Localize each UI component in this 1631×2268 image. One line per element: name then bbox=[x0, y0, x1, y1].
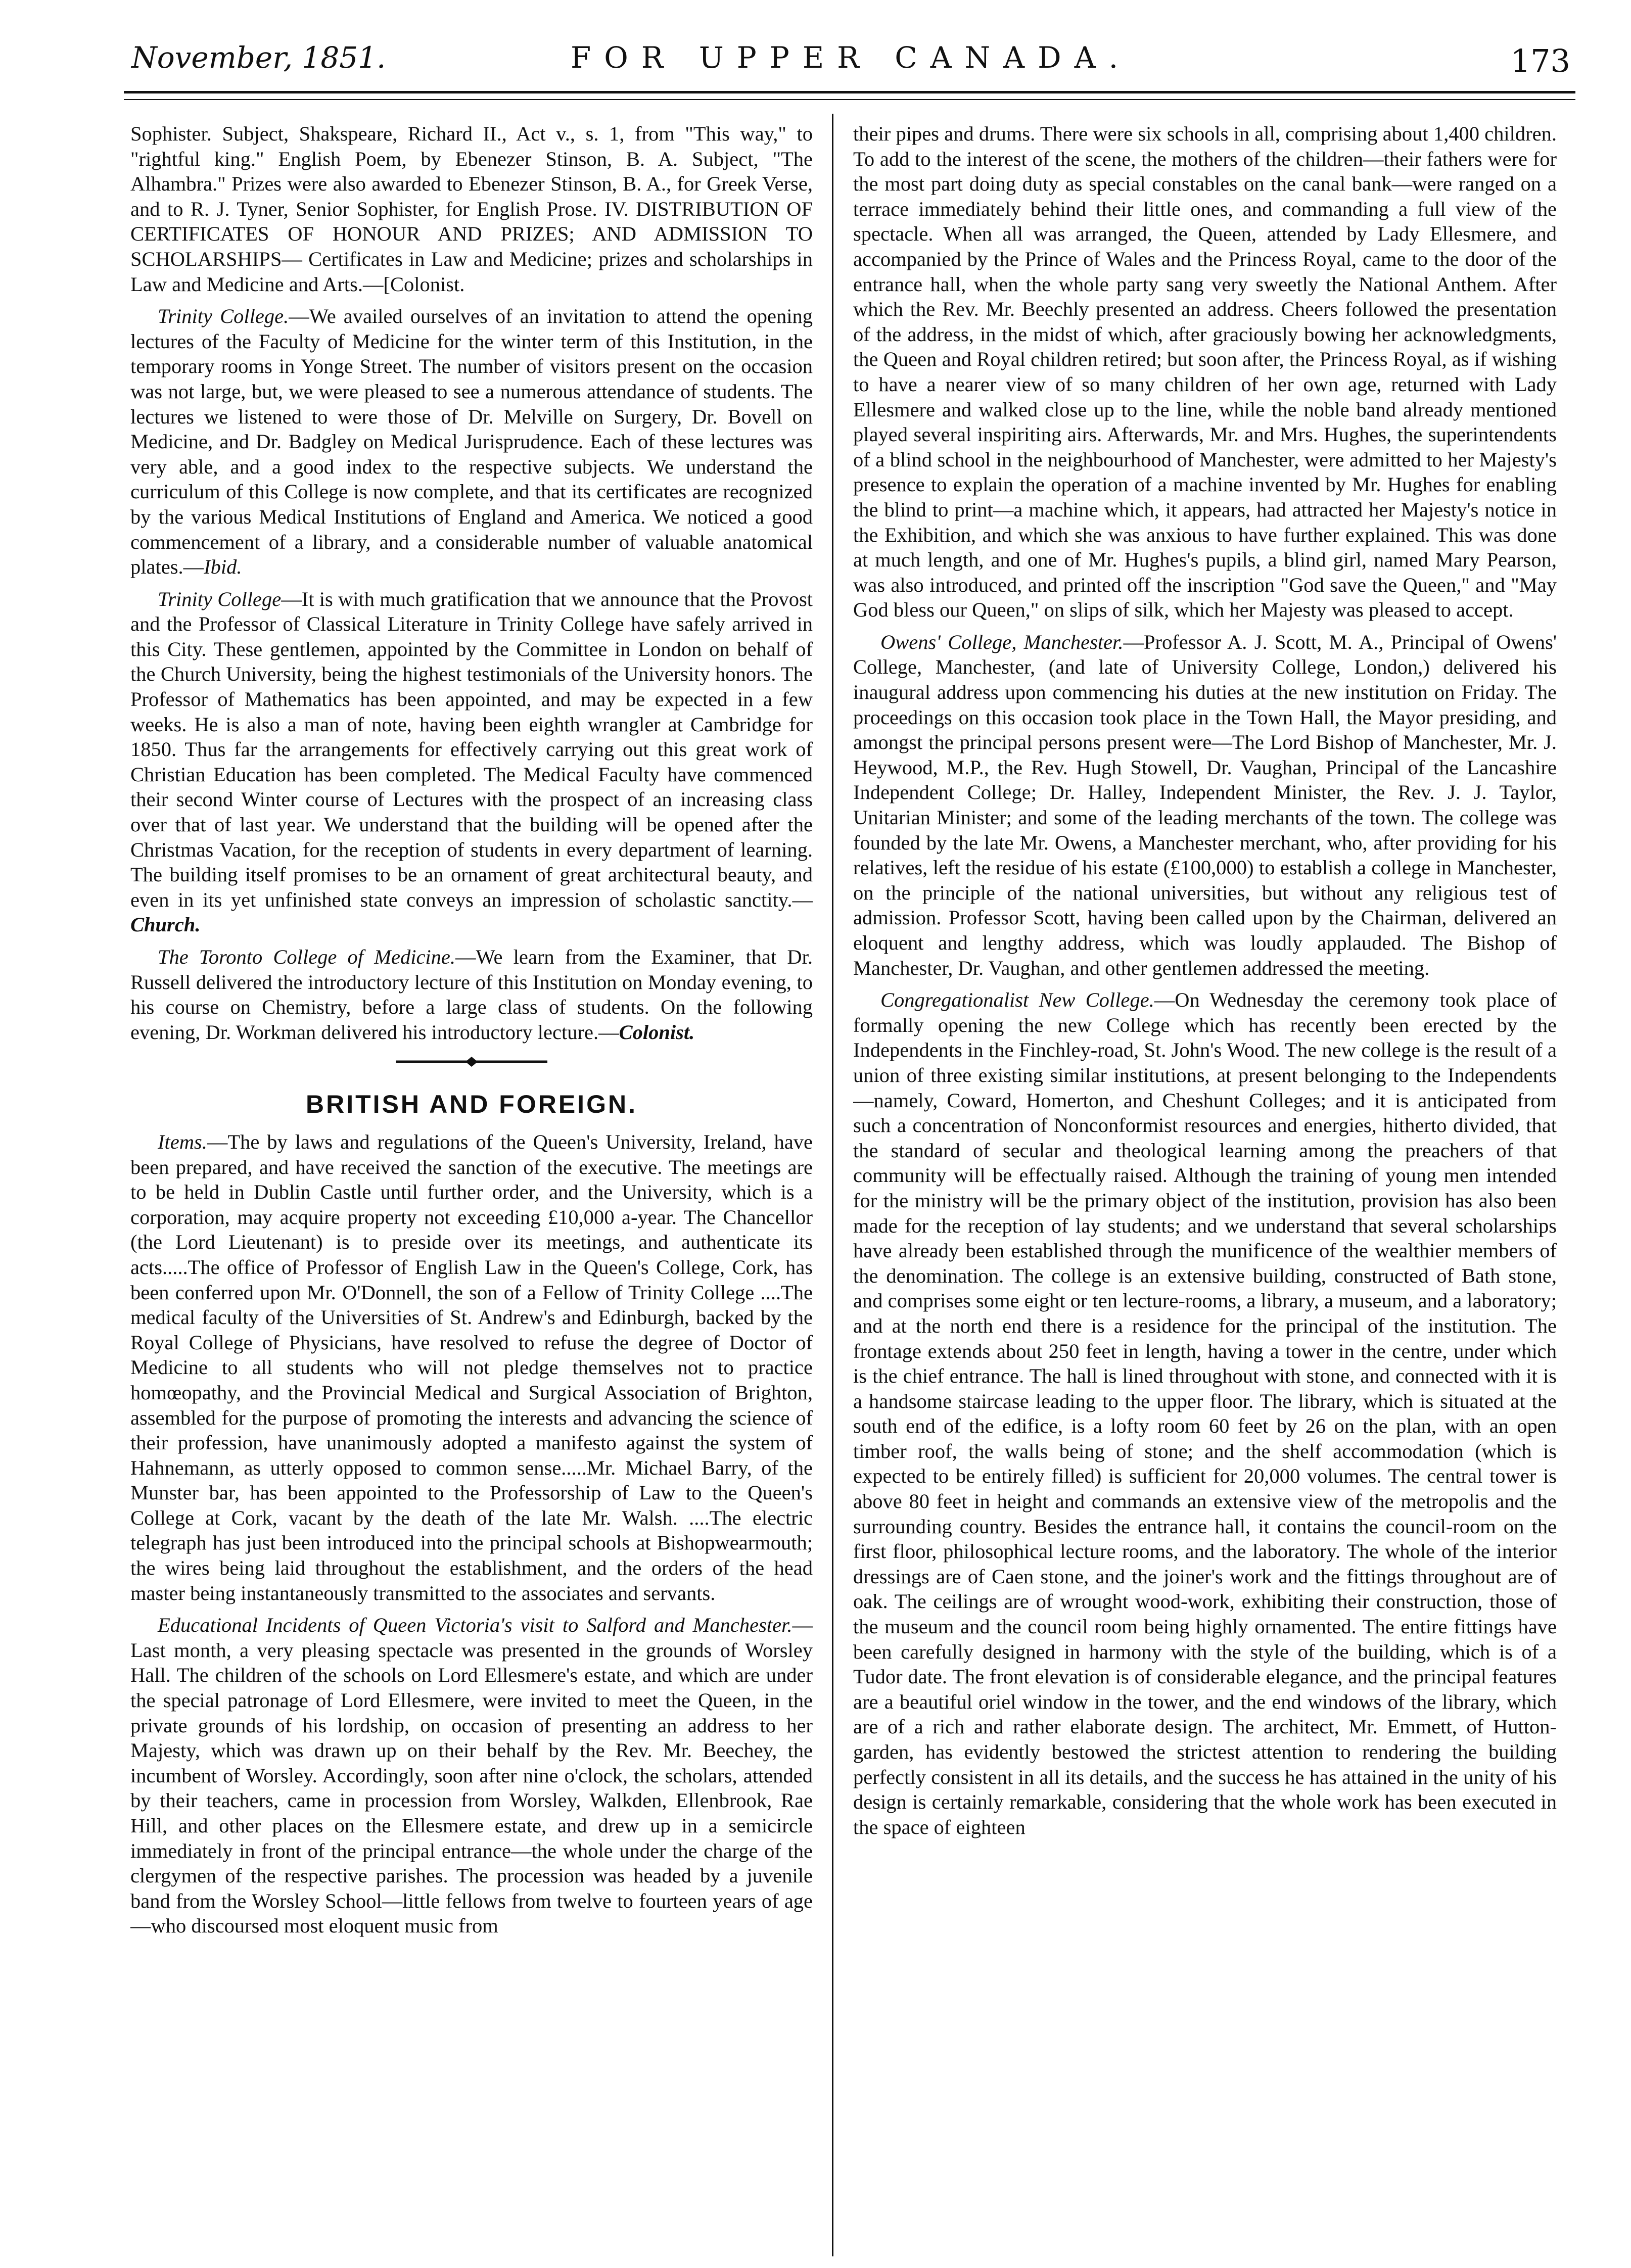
article-congregationalist-college: Congregationalist New College.—On Wednesday the ceremony took place of formally opening the new College which has recently been erected by the Independents in the Finchley-road, St. John's Wood. The new college is the result of a union of three existing similar institutions, at present belonging to the Independents—namely, Coward, Homerton, and Cheshunt Colleges; and it is anticipated from such a concentration of Nonconformist resources and energies, hitherto divided, that the standard of secular and theological learning among the preachers of that community will be effectually raised. Although the training of young men intended for the ministry will be the primary object of the institution, provision has also been made for the reception of lay students; and we understand that several scholarships have already been established through the munificence of the wealthier members of the denomination. The college is an extensive building, constructed of Bath stone, and comprises some eight or ten lecture-rooms, a library, a museum, and a laboratory; and at the north end there is a residence for the principal of the institution. The frontage extends about 250 feet in length, having a tower in the centre, under which is the chief entrance. The hall is lined throughout with stone, and connected with it is a handsome staircase leading to the upper floor. The library, which is situated at the south end of the edifice, is a lofty room 60 feet by 26 on the plan, with an open timber roof, the walls being of stone; and the shelf accommodation (which is expected to be entirely filled) is sufficient for 20,000 volumes. The central tower is above 80 feet in height and commands an extensive view of the metropolis and the surrounding country. Besides the entrance hall, it contains the council-room on the first floor, philosophical lecture rooms, and the laboratory. The whole of the interior dressings are of Caen stone, and the joiner's work and the fittings throughout are of oak. The ceilings are of wrought wood-work, exhibiting their construction, those of the museum and the council room being highly ornamented. The entire fittings have been carefully designed in harmony with the style of the building, which is of a Tudor date. The front elevation is of considerable elegance, and the principal features are a beautiful oriel window in the tower, and the end windows of the library, which are of a rich and rather elaborate design. The architect, Mr. Emmett, of Hutton-garden, has evidently bestowed the strictest attention to rendering the building perfectly consistent in all its details, and the success he has attained in the unity of his design is certainly remarkable, considering that the whole work has been executed in the space of eighteen bbox=[853, 988, 1557, 1838]
article-owens-college: Owens' College, Manchester.—Professor A. J. Scott, M. A., Principal of Owens' College, Manchester, (and late of University College, London,) delivered his inaugural address upon commencing his duties at the new institution on Friday. The proceedings on this occasion took place in the Town Hall, the Mayor presiding, and amongst the principal persons present were—The Lord Bishop of Manchester, Mr. J. Heywood, M.P., the Rev. Hugh Stowell, Dr. Vaughan, Principal of the Lancashire Independent College; Dr. Halley, Independent Minister, the Rev. J. J. Taylor, Unitarian Minister; and some of the leading merchants of the town. The college was founded by the late Mr. Owens, a Manchester merchant, who, after providing for his relatives, left the residue of his estate (£100,000) to establish a college in Manchester, on the principle of the national universities, but without any religious test of admission. Professor Scott, having been called upon by the Chairman, delivered an eloquent and lengthy address, which was loudly applauded. The Bishop of Manchester, Dr. Vaughan, and other gentlemen addressed the meeting. bbox=[853, 630, 1557, 979]
article-heading: Educational Incidents of Queen Victoria's visit to Salford and Manchester. bbox=[158, 1614, 793, 1637]
article-heading: Trinity College. bbox=[158, 305, 289, 328]
header-title: FOR UPPER CANADA. bbox=[571, 40, 1131, 75]
article-heading: Items. bbox=[158, 1130, 207, 1153]
article-queen-visit: Educational Incidents of Queen Victoria's visit to Salford and Manchester.—Last month, a very pleasing spectacle was presented in the grounds of Worsley Hall. The children of the schools on Lord Ellesmere's estate, and which are under the special patronage of Lord Ellesmere, were invited to meet the Queen, in the private grounds of his lordship, on occasion of presenting an address to her Majesty, which was drawn up on their behalf by the Rev. Mr. Beechey, the incumbent of Worsley. Accordingly, soon after nine o'clock, the scholars, attended by their teachers, came in procession from Worsley, Walkden, Ellenbrook, Rae Hill, and other places on the Ellesmere estate, and drew up in a semicircle immediately in front of the principal entrance—the whole under the charge of the clergymen of the respective parishes. The procession was headed by a juvenile band from the Worsley School—little fellows from twelve to fourteen years of age—who discoursed most eloquent music from bbox=[130, 1614, 813, 1938]
right-column bbox=[853, 121, 1557, 2249]
article-toronto-medicine: The Toronto College of Medicine.—We learn from the Examiner, that Dr. Russell delivered the introductory lecture of this Institution on Monday evening, to his course on Chemistry, before a large class of students. On the following evening, Dr. Workman delivered his introductory lecture.—Colonist. bbox=[130, 946, 813, 1044]
article-items: Items.—The by laws and regulations of the Queen's University, Ireland, have been prepared, and have received the sanction of the executive. The meetings are to be held in Dublin Castle until further order, and the University, which is a corporation, may acquire property not exceeding £10,000 a-year. The Chancellor (the Lord Lieutenant) is to preside over its meetings, and authenticate its acts.....The office of Professor of English Law in the Queen's College, Cork, has been conferred upon Mr. O'Donnell, the son of a Fellow of Trinity College ....The medical faculty of the Universities of St. Andrew's and Edinburgh, backed by the Royal College of Physicians, have resolved to refuse the degree of Doctor of Medicine to all students who will not pledge themselves not to practice homœopathy, and the Provincial Medical and Surgical Association of Brighton, assembled for the purpose of promoting the interests and advancing the science of their profession, have unanimously adopted a manifesto against the system of Hahnemann, as utterly opposed to common sense.....Mr. Michael Barry, of the Munster bar, has been appointed to the Professorship of Law to the Queen's College at Cork, vacant by the death of the late Mr. Walsh. ....The electric telegraph has just been introduced into the principal schools at Bishopwearmouth; the wires being laid throughout the establishment, and the orders of the head master being instantaneously transmitted to the associates and servants. bbox=[130, 1130, 813, 1604]
article-paragraph: their pipes and drums. There were six schools in all, comprising about 1,400 children. To add to the interest of the scene, the mothers of the children—their fathers were for the most part doing duty as special constables on the canal bank—were ranged on a terrace immediately behind their little ones, and commanding a full view of the spectacle. When all was arranged, the Queen, attended by Lady Ellesmere, and accompanied by the Prince of Wales and the Princess Royal, came to the door of the entrance hall, when the whole party sang very sweetly the National Anthem. After which the Rev. Mr. Beechly presented an address. Cheers followed the presentation of the address, in the midst of which, after graciously bowing her acknowledgments, the Queen and Royal children retired; but soon after, the Princess Royal, as if wishing to have a nearer view of so many children of her own age, returned with Lady Ellesmere and walked close up to the line, while the noble band already mentioned played several inspiriting airs. Afterwards, Mr. and Mrs. Hughes, the superintendents of a blind school in the neighbourhood of Manchester, were admitted to her Majesty's presence to explain the operation of a machine invented by Mr. Hughes for enabling the blind to print—a machine which, it appears, had attracted her Majesty's notice in the Exhibition, and which she was anxious to have further explained. This was done at much length, and one of Mr. Hughes's pupils, a blind girl, named Mary Pearson, was also introduced, and printed off the inscription "God save the Queen," and "May God bless our Queen," on slips of silk, which her Majesty was pleased to accept. bbox=[853, 122, 1557, 622]
header-rule-thin bbox=[124, 99, 1575, 100]
section-title: BRITISH AND FOREIGN. bbox=[306, 1090, 637, 1119]
left-column bbox=[130, 121, 813, 2249]
section-divider-ornament bbox=[396, 1057, 547, 1067]
column-divider bbox=[832, 114, 833, 2256]
article-paragraph: Sophister. Subject, Shakspeare, Richard II., Act v., s. 1, from "This way," to "rightful king." English Poem, by Ebenezer Stinson, B. A. Subject, "The Alhambra." Prizes were also awarded to Ebenezer Stinson, B. A., for Greek Verse, and to R. J. Tyner, Senior Sophister, for English Prose. IV. DISTRIBUTION OF CERTIFICATES OF HONOUR AND PRIZES; AND ADMISSION TO SCHOLARSHIPS— Certificates in Law and Medicine; prizes and scholarships in Law and Medicine and Arts.—[Colonist. bbox=[130, 122, 813, 296]
header-rule-thick bbox=[124, 91, 1575, 93]
article-heading: The Toronto College of Medicine. bbox=[158, 946, 456, 968]
article-heading: Trinity College bbox=[158, 587, 282, 610]
article-trinity-provost: Trinity College—It is with much gratification that we announce that the Provost and the Professor of Classical Literature in Trinity College have safely arrived in this City. These gentlemen, appointed by the Committee in London on behalf of the Church University, being the highest testimonials of the University honors. The Professor of Mathematics has been appointed, and may be expected in a few weeks. He is also a man of note, having been eighth wrangler at Cambridge for 1850. Thus far the arrangements for effectively carrying out this great work of Christian Education has been completed. The Medical Faculty have commenced their second Winter course of Lectures with the prospect of an increasing class over that of last year. We understand that the building will be opened after the Christmas Vacation, for the reception of students in every department of learning. The building itself promises to be an ornament of great architectural beauty, and even in its yet unfinished state conveys an impression of scholastic sanctity.—Church. bbox=[130, 587, 813, 936]
page-header bbox=[131, 35, 1570, 91]
page-number: 173 bbox=[1510, 42, 1570, 79]
article-trinity-lectures: Trinity College.—We availed ourselves of an invitation to attend the opening lectures of the Faculty of Medicine for the winter term of this Institution, in the temporary rooms in Yonge Street. The number of visitors present on the occasion was not large, but, we were pleased to see a numerous attendance of students. The lectures we listened to were those of Dr. Melville on Surgery, Dr. Bovell on Medicine, and Dr. Badgley on Medical Jurisprudence. Each of these lectures was very able, and a good index to the respective subjects. We understand the curriculum of this College is now complete, and that its certificates are recognized by the various Medical Institutions of England and America. We noticed a good commencement of a library, and a considerable number of valuable anatomical plates.—Ibid. bbox=[130, 305, 813, 579]
header-date: November, 1851. bbox=[131, 40, 386, 75]
article-heading: Congregationalist New College. bbox=[880, 988, 1154, 1012]
article-heading: Owens' College, Manchester. bbox=[880, 630, 1124, 653]
